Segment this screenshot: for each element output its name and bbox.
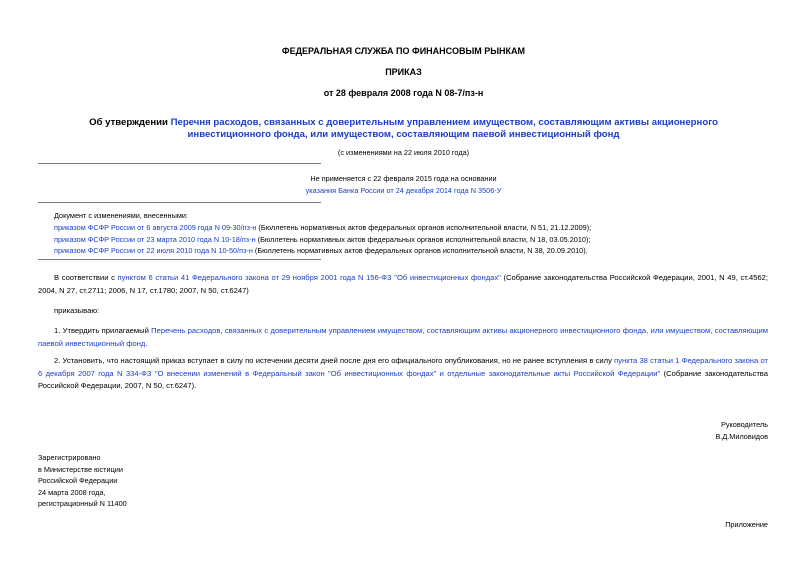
registration-line: регистрационный N 11400 bbox=[38, 499, 127, 508]
preamble-end: (Собрание законодательства Российской Федерации, 2001, N 49, ст.4562; 2004, N 27, ст.2711; 2006, N 17, ст.1780; 2007, N 50, ст.6247) bbox=[38, 273, 768, 295]
item2-start: 2. Установить, что настоящий приказ вступает в силу по истечении десяти дней после дня его официального опубликования, но не ранее вступления в силу bbox=[54, 356, 615, 365]
not-applied-text: Не применяется с 22 февраля 2015 года на основании bbox=[310, 174, 497, 183]
registration-line: в Министерстве юстиции bbox=[38, 465, 123, 474]
divider bbox=[38, 163, 321, 164]
order-word: приказываю: bbox=[54, 306, 100, 315]
registration-line: 24 марта 2008 года, bbox=[38, 488, 106, 497]
changes-item-source: (Бюллетень нормативных актов федеральных органов исполнительной власти, N 51, 21.12.2009); bbox=[256, 223, 592, 232]
item2-end: (Собрание законодательства Российской Федерации, 2007, N 50, ст.6247). bbox=[38, 368, 768, 390]
changes-item-link[interactable]: приказом ФСФР России от 6 августа 2009 года N 09-30/пз-н bbox=[54, 223, 257, 232]
signature-name: В.Д.Миловидов bbox=[715, 432, 768, 441]
item1-link[interactable]: Перечень расходов, связанных с доверительным управлением имуществом, составляющим активы акционерного инвестиционного фонда, или имуществом, составляющим паевой инвестиционный фонд bbox=[38, 326, 768, 348]
order-item-1 bbox=[38, 325, 768, 350]
changes-item-link[interactable]: приказом ФСФР России от 22 июля 2010 года N 10-50/пз-н bbox=[54, 246, 253, 255]
changes-heading: Документ с изменениями, внесенными: bbox=[54, 211, 188, 220]
registration-line: Зарегистрировано bbox=[38, 453, 101, 462]
agency-heading: ФЕДЕРАЛЬНАЯ СЛУЖБА ПО ФИНАНСОВЫМ РЫНКАМ bbox=[281, 46, 526, 56]
title-prefix: Об утверждении bbox=[89, 117, 171, 128]
preamble-paragraph bbox=[38, 272, 768, 297]
preamble-link[interactable]: пунктом 6 статьи 41 Федерального закона от 29 ноября 2001 года N 156-ФЗ "Об инвестиционных фондах" bbox=[117, 273, 501, 282]
changes-item-source: (Бюллетень нормативных актов федеральных органов исполнительной власти, N 38, 20.09.2010). bbox=[252, 246, 588, 255]
registration-line: Российской Федерации bbox=[38, 476, 118, 485]
changes-item bbox=[54, 245, 588, 257]
preamble-start: В соответствии с bbox=[54, 273, 118, 282]
item1-start: 1. Утвердить прилагаемый bbox=[54, 326, 152, 335]
doc-date-number: от 28 февраля 2008 года N 08-7/пз-н bbox=[323, 88, 484, 98]
not-applied-link[interactable]: указания Банка России от 24 декабря 2014 года N 3506-У bbox=[305, 186, 502, 195]
item2-link[interactable]: пункта 38 статьи 1 Федерального закона от 6 декабря 2007 года N 334-ФЗ "О внесении изменений в Федеральный закон "Об инвестиционных фондах" и отдельные законодательные акты Российской Федерации" bbox=[38, 356, 768, 378]
changes-item-link[interactable]: приказом ФСФР России от 23 марта 2010 года N 10-18/пз-н bbox=[54, 235, 256, 244]
document-title bbox=[60, 117, 747, 141]
changes-item bbox=[54, 222, 591, 234]
changes-item-source: (Бюллетень нормативных актов федеральных органов исполнительной власти, N 18, 03.05.2010); bbox=[255, 235, 591, 244]
signature-role: Руководитель bbox=[720, 420, 768, 429]
divider bbox=[38, 202, 321, 203]
doc-type-heading: ПРИКАЗ bbox=[385, 67, 422, 77]
amended-note: (с изменениями на 22 июля 2010 года) bbox=[337, 148, 470, 157]
order-item-2 bbox=[38, 355, 768, 393]
appendix-label: Приложение bbox=[725, 520, 768, 529]
title-link[interactable]: Перечня расходов, связанных с доверительным управлением имуществом, составляющим активы акционерного инвестиционного фонда, или имуществом, составляющим паевой инвестиционный фонд bbox=[170, 117, 718, 140]
divider bbox=[38, 259, 321, 260]
item1-end: . bbox=[145, 338, 148, 348]
